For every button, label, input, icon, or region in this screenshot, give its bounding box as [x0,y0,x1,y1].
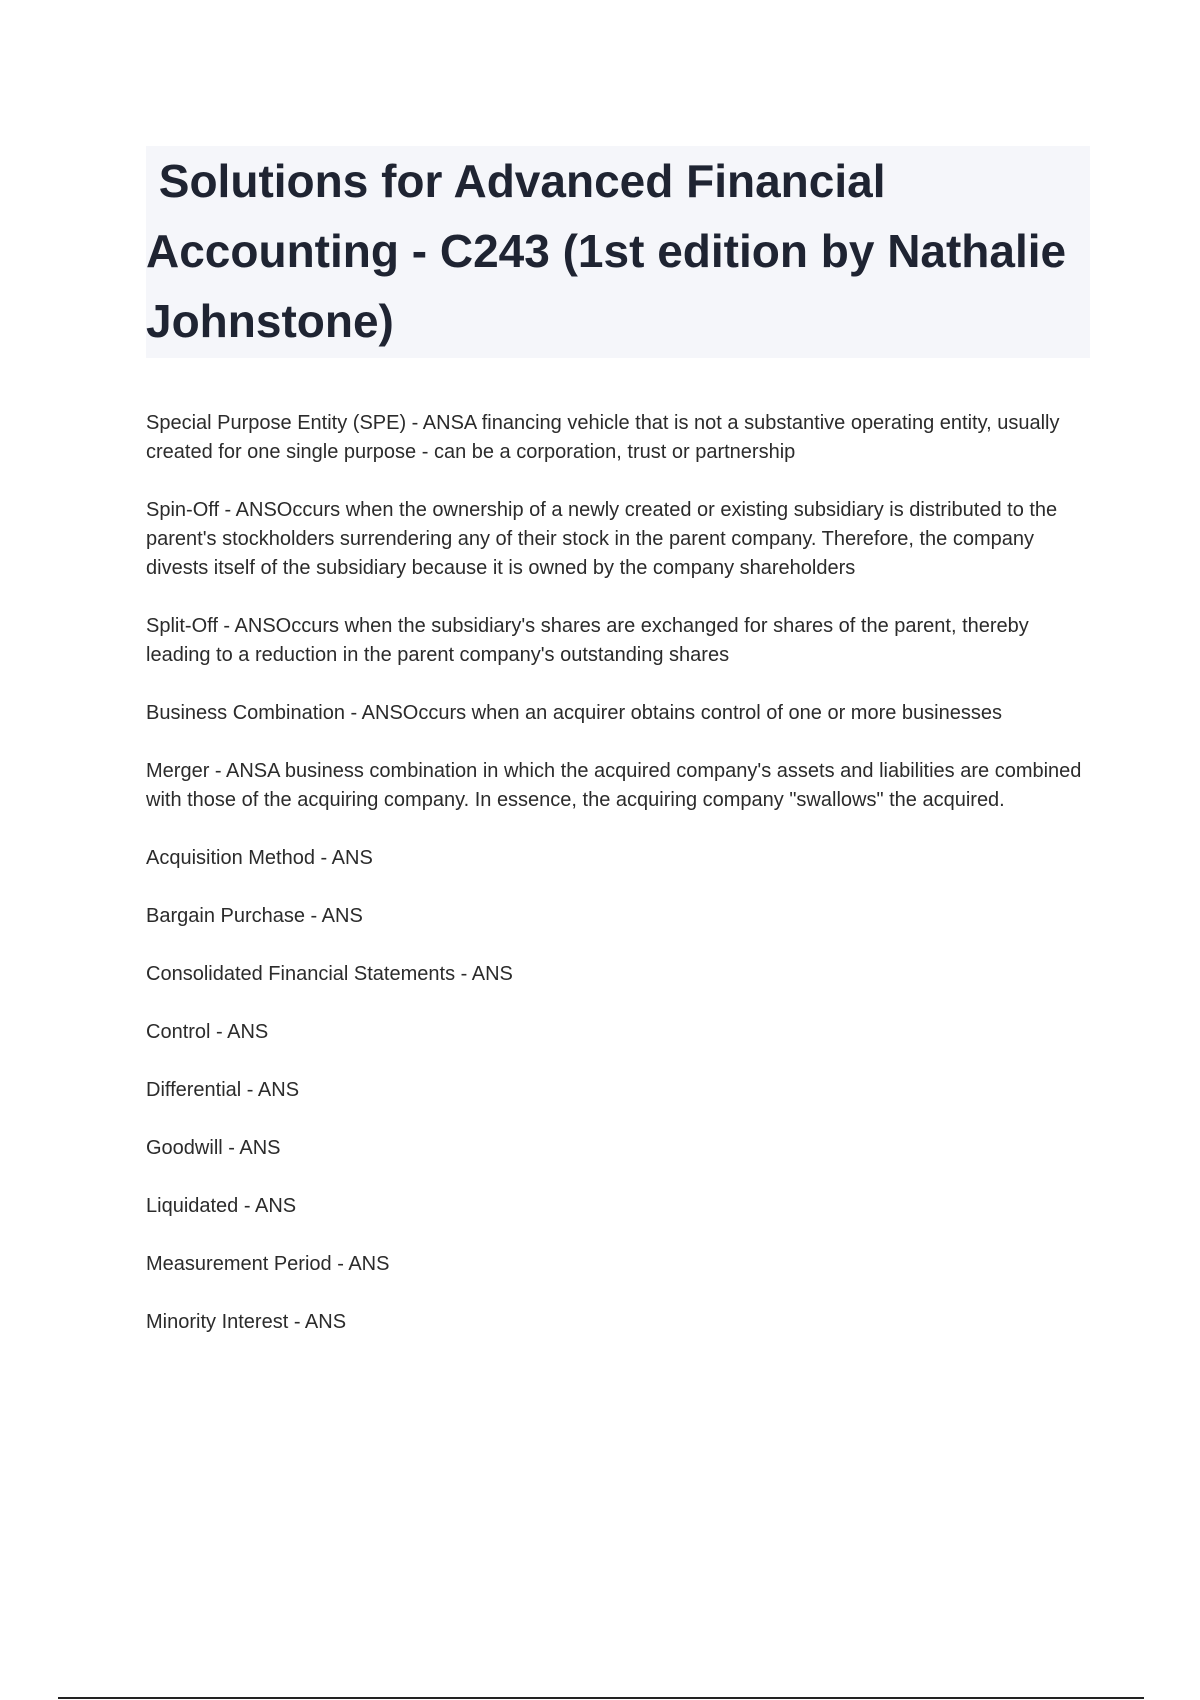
glossary-entry-split-off: Split-Off - ANSOccurs when the subsidiary's shares are exchanged for shares of the parent, thereby leading to a reduction in the parent company's outstanding shares [146,615,1029,666]
glossary-entry-acquisition-method: Acquisition Method - ANS [146,847,373,869]
document-title: Solutions for Advanced Financial Accounting - C243 (1st edition by Nathalie Johnstone) [146,155,1079,347]
footer-divider [58,1697,1144,1699]
glossary-entry-spe: Special Purpose Entity (SPE) - ANSA financing vehicle that is not a substantive operating entity, usually created for one single purpose - can be a corporation, trust or partnership [146,412,1060,463]
glossary-entry-control: Control - ANS [146,1021,269,1043]
glossary-entry-spin-off: Spin-Off - ANSOccurs when the ownership of a newly created or existing subsidiary is distributed to the parent's stockholders surrendering any of their stock in the parent company. Therefore, the company divests itself of the subsidiary because it is owned by the company shareholders [146,499,1058,579]
glossary-entry-measurement-period: Measurement Period - ANS [146,1253,390,1275]
glossary-entry-goodwill: Goodwill - ANS [146,1137,281,1159]
glossary-entry-merger: Merger - ANSA business combination in which the acquired company's assets and liabilities are combined with those of the acquiring company. In essence, the acquiring company "swallows" the acquired. [146,760,1082,811]
glossary-entry-liquidated: Liquidated - ANS [146,1195,297,1217]
glossary-entry-business-combination: Business Combination - ANSOccurs when an acquirer obtains control of one or more businesses [146,702,1002,724]
glossary-entry-differential: Differential - ANS [146,1079,300,1101]
title-block [146,146,1090,358]
glossary-entry-consolidated-statements: Consolidated Financial Statements - ANS [146,963,513,985]
glossary-entry-bargain-purchase: Bargain Purchase - ANS [146,905,363,927]
glossary-entry-minority-interest: Minority Interest - ANS [146,1311,347,1333]
glossary-list [146,409,1096,1366]
